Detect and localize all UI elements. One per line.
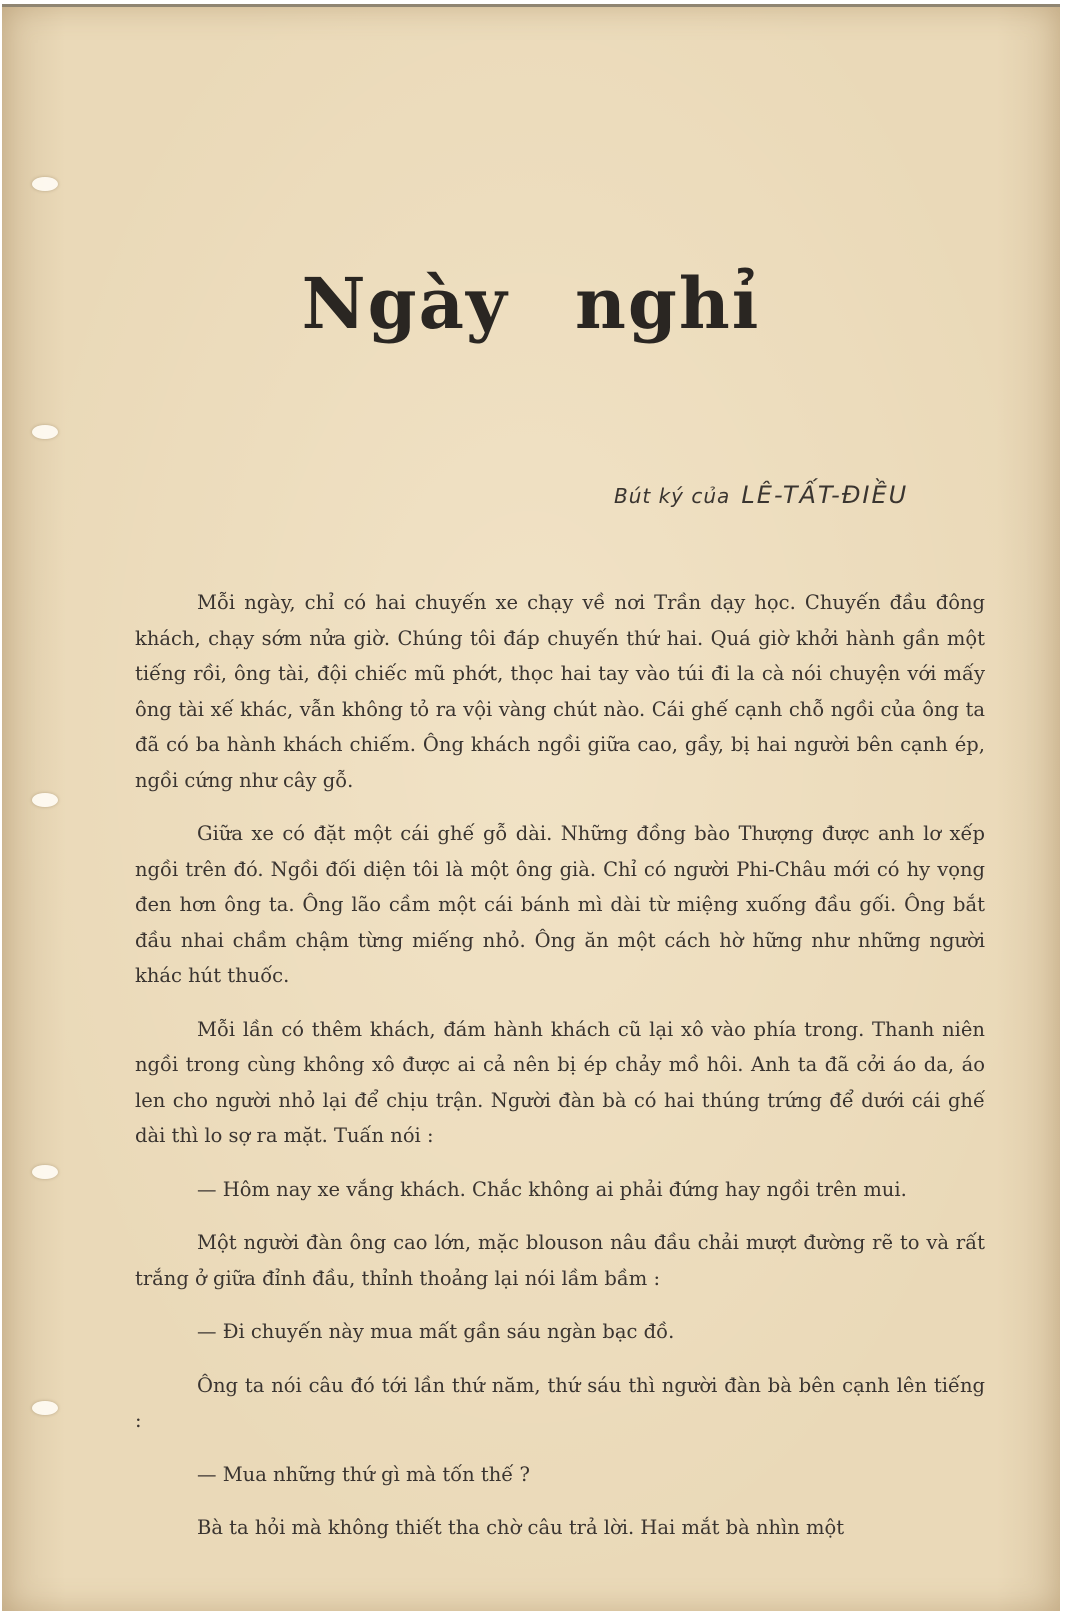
page-title: Ngày nghỉ bbox=[301, 262, 761, 345]
byline-prefix: Bút ký của bbox=[614, 484, 731, 508]
punch-hole bbox=[32, 1401, 58, 1415]
paragraph: Mỗi lần có thêm khách, đám hành khách cũ lại xô vào phía trong. Thanh niên ngồi trong cùng không xô được ai cả nên bị ép chảy mồ hôi. Anh ta đã cởi áo da, áo len cho người nhỏ lại để chịu trận. Người đàn bà có hai thúng trứng để dưới cái ghế dài thì lo sợ ra mặt. Tuấn nói : bbox=[135, 1017, 985, 1147]
dialogue-line: — Đi chuyến này mua mất gần sáu ngàn bạc đồ. bbox=[197, 1320, 675, 1343]
book-page bbox=[2, 4, 1060, 1611]
punch-hole bbox=[32, 1165, 58, 1179]
punch-hole bbox=[32, 425, 58, 439]
paragraph: Ông ta nói câu đó tới lần thứ năm, thứ sáu thì người đàn bà bên cạnh lên tiếng : bbox=[135, 1373, 985, 1432]
dialogue-line: — Mua những thứ gì mà tốn thế ? bbox=[197, 1462, 530, 1486]
dialogue-line: — Hôm nay xe vắng khách. Chắc không ai phải đứng hay ngồi trên mui. bbox=[197, 1177, 907, 1201]
paragraph: Bà ta hỏi mà không thiết tha chờ câu trả lời. Hai mắt bà nhìn một bbox=[197, 1516, 845, 1539]
paragraph: Một người đàn ông cao lớn, mặc blouson nâu đầu chải mượt đường rẽ to và rất trắng ở giữa đỉnh đầu, thỉnh thoảng lại nói lầm bầm : bbox=[135, 1231, 985, 1290]
punch-hole bbox=[32, 793, 58, 807]
paragraph: Giữa xe có đặt một cái ghế gỗ dài. Những đồng bào Thượng được anh lơ xếp ngồi trên đó. Ngồi đối diện tôi là một ông già. Chỉ có người Phi-Châu mới có hy vọng đen hơn ông ta. Ông lão cầm một cái bánh mì dài từ miệng xuống đầu gối. Ông bắt đầu nhai chầm chậm từng miếng nhỏ. Ông ăn một cách hờ hững như những người khác hút thuốc. bbox=[135, 822, 985, 987]
byline-author: LÊ-TẤT-ĐIỀU bbox=[741, 481, 909, 509]
paragraph: Mỗi ngày, chỉ có hai chuyến xe chạy về nơi Trần dạy học. Chuyến đầu đông khách, chạy sớm nửa giờ. Chúng tôi đáp chuyến thứ hai. Quá giờ khởi hành gần một tiếng rồi, ông tài, đội chiếc mũ phớt, thọc hai tay vào túi đi la cà nói chuyện với mấy ông tài xế khác, vẫn không tỏ ra vội vàng chút nào. Cái ghế cạnh chỗ ngồi của ông ta đã có ba hành khách chiếm. Ông khách ngồi giữa cao, gầy, bị hai người bên cạnh ép, ngồi cứng như cây gỗ. bbox=[135, 591, 985, 792]
punch-hole bbox=[32, 177, 58, 191]
byline bbox=[614, 481, 908, 509]
article-body bbox=[135, 585, 985, 1564]
